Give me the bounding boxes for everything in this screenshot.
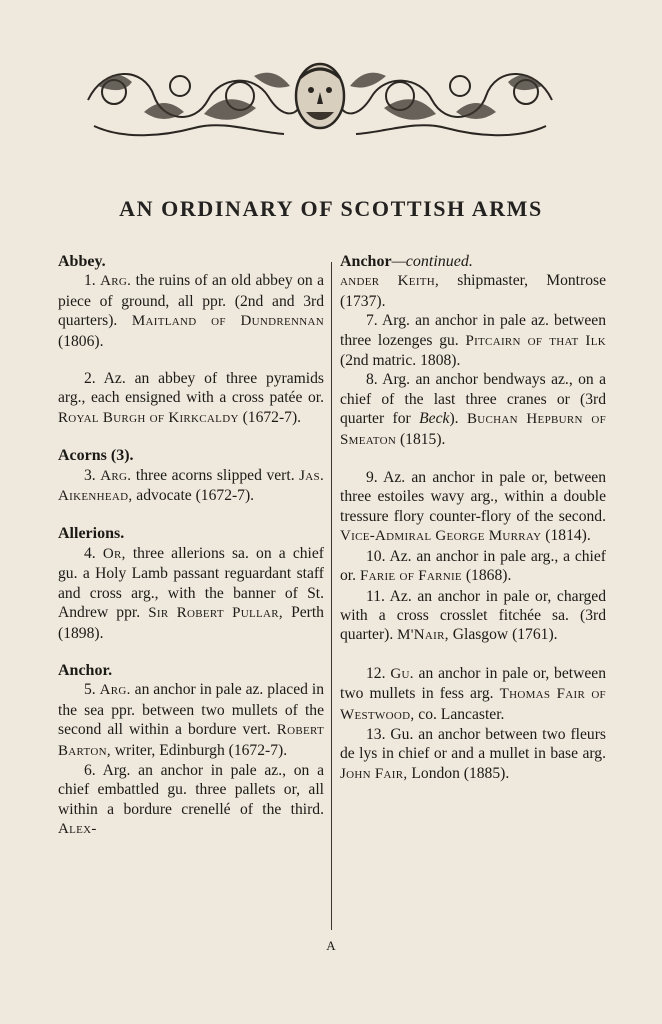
entry-10: 10. Az. an anchor in pale arg., a chief or. Farie of Farnie (1868). — [340, 547, 606, 585]
heading-acorns: Acorns (3). — [58, 447, 134, 465]
page-title: AN ORDINARY OF SCOTTISH ARMS — [119, 196, 543, 221]
column-divider — [331, 262, 332, 930]
entry-2: 2. Az. an abbey of three pyramids arg., each ensigned with a cross patée or. Royal Burgh of Kirkcaldy (1672-7). — [58, 370, 324, 426]
entry-6: 6. Arg. an anchor in pale az., on a chief embattled gu. three pallets or, all within a bordure crenellé of the third. Alex- — [58, 761, 324, 838]
entry-3: 3. Arg. three acorns slipped vert. Jas. Aikenhead, advocate (1672-7). — [58, 466, 324, 505]
heading-anchor: Anchor. — [58, 661, 113, 679]
entry-11: 11. Az. an anchor in pale or, charged with a cross crosslet fitchée sa. (3rd quarter). M'Nair, Glasgow (1761). — [340, 587, 606, 644]
mask-face-icon — [296, 64, 344, 128]
headpiece-ornament — [84, 56, 556, 144]
entry-1: 1. Arg. the ruins of an old abbey on a piece of ground, all ppr. (2nd and 3rd quarters). Maitland of Dundrennan (1806). — [58, 272, 325, 350]
entry-6-continued: ander Keith, shipmaster, Montrose (1737). — [340, 272, 606, 310]
entry-7: 7. Arg. an anchor in pale az. between three lozenges gu. Pitcairn of that Ilk (2nd matric. 1808). — [340, 312, 606, 370]
entry-5: 5. Arg. an anchor in pale az. placed in the sea ppr. between two mullets of the second all within a bordure vert. Robert Barton, writer, Edinburgh (1672-7). — [58, 681, 324, 759]
entry-8: 8. Arg. an anchor bendways az., on a chief of the last three cranes or (3rd quarter for Beck). Buchan Hepburn of Smeaton (1815). — [340, 371, 606, 448]
entry-13: 13. Gu. an anchor between two fleurs de lys in chief or and a mullet in base arg. John Fair, London (1885). — [340, 725, 606, 782]
heading-allerions: Allerions. — [58, 525, 125, 543]
entry-4: 4. Or, three allerions sa. on a chief gu. a Holy Lamb passant reguardant staff and cross arg., with the banner of St. Andrew ppr. Sir Robert Pullar, Perth (1898). — [58, 544, 324, 642]
entry-9: 9. Az. an anchor in pale or, between three estoiles wavy arg., within a double tressure flory counter-flory of the second. Vice-Admiral George Murray (1814). — [340, 469, 606, 545]
entry-12: 12. Gu. an anchor in pale or, between two mullets in fess arg. Thomas Fair of Westwood, co. Lancaster. — [340, 664, 606, 723]
heading-anchor-continued: Anchor—continued. — [340, 253, 473, 270]
heading-abbey: Abbey. — [58, 253, 106, 270]
left-column — [58, 252, 324, 840]
right-column — [340, 252, 606, 784]
signature-mark: A — [326, 938, 336, 953]
